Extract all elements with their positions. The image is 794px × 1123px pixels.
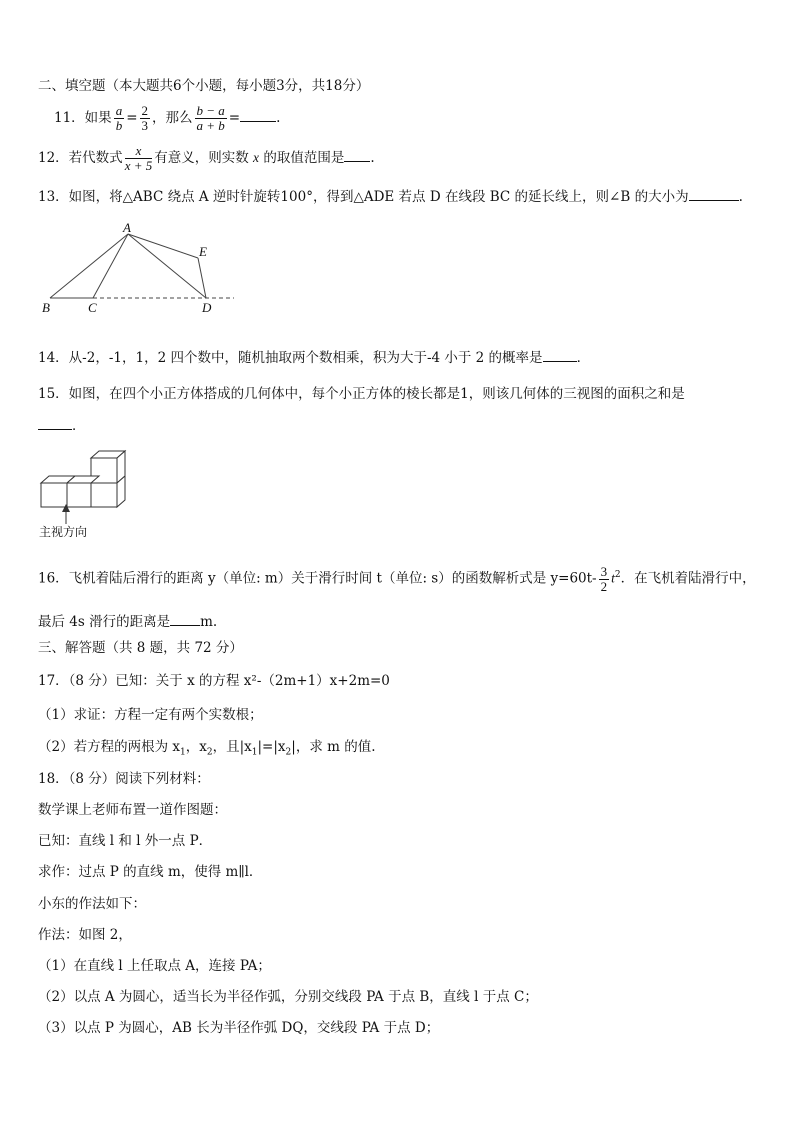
question-15-answer: ． (38, 417, 86, 434)
answer-blank[interactable] (240, 109, 276, 122)
point-label-b: B (42, 300, 50, 315)
point-label-c: C (88, 300, 97, 315)
fraction-2-over-3: $\frac{2}{3}$ (141, 103, 148, 133)
point-label-e: E (199, 244, 207, 259)
question-18-line-1: 数学课上老师布置一道作图题： (38, 802, 227, 818)
question-18-line-2: 已知：直线 l 和 l 外一点 P． (38, 833, 213, 849)
question-14: 14．从-2，-1，1，2 四个数中，随机抽取两个数相乘，积为大于-4 小于 2 的概率是 ． (38, 350, 591, 366)
point-label-d: D (202, 300, 212, 315)
answer-blank[interactable] (38, 417, 72, 430)
fraction-a-over-b: $\frac{a}{b}$ (115, 103, 123, 133)
question-16-line-1: 16．飞机着陆后滑行的距离 y（单位: m）关于滑行时间 t（单位: s）的函数解析式是 y=60t- $\frac{3}{2}$ $t^2$．在飞机着陆滑行中， (38, 563, 756, 594)
question-18-step-1: （1）在直线 l 上任取点 A，连接 PA； (38, 958, 271, 974)
question-18-step-3: （3）以点 P 为圆心，AB 长为半径作弧 DQ，交线段 PA 于点 D； (38, 1020, 440, 1036)
question-17-part-1: （1）求证：方程一定有两个实数根； (38, 707, 263, 723)
section-title-fill-in: 二、填空题（本大题共6个小题，每小题3分，共18分） (38, 78, 370, 94)
question-16-line-2: 最后 4s 滑行的距离是 m. (38, 614, 218, 630)
question-15: 15．如图，在四个小正方体搭成的几何体中，每个小正方体的棱长都是1，则该几何体的三视图的面积之和是 (38, 386, 685, 402)
answer-blank[interactable] (344, 149, 370, 162)
question-18-line-3: 求作：过点 P 的直线 m，使得 m∥l． (38, 864, 263, 880)
view-direction-caption: 主视方向 (39, 525, 88, 539)
fraction-3-over-2: $\frac{3}{2}$ (600, 563, 608, 594)
cube-solid-figure (36, 448, 136, 542)
question-18-line-5: 作法：如图 2， (38, 927, 132, 943)
fraction-x-over-x-plus-5: $\frac{x}{x + 5}$ (124, 143, 153, 173)
question-18: 18．（8 分）阅读下列材料： (38, 771, 210, 787)
answer-blank[interactable] (689, 188, 739, 201)
question-18-line-4: 小东的作法如下： (38, 896, 146, 912)
question-17-part-2: （2）若方程的两根为 $x_1$，$x_2$，且$|x_1|=|x_2|$，求 m 的值. (38, 739, 376, 758)
fraction-b-minus-a-over-a-plus-b: $\frac{b - a}{a + b}$ (196, 103, 225, 133)
question-11: 11．如果 $\frac{a}{b}$ = $\frac{2}{3}$ ，那么 $\frac{b - a}{a + b}$ = . (54, 103, 281, 133)
answer-blank[interactable] (170, 613, 200, 626)
question-12: 12．若代数式 $\frac{x}{x + 5}$ 有意义，则实数 x 的取值范围是 . (38, 143, 375, 173)
question-18-step-2: （2）以点 A 为圆心，适当长为半径作弧，分别交线段 PA 于点 B，直线 l 于点 C； (38, 989, 538, 1005)
section-title-solutions: 三、解答题（共 8 题，共 72 分） (38, 640, 243, 656)
triangle-rotation-figure (36, 222, 246, 318)
question-13: 13．如图，将△ABC 绕点 A 逆时针旋转100°，得到△ADE 若点 D 在线段 BC 的延长线上，则∠B 的大小为 . (38, 189, 743, 205)
point-label-a: A (123, 222, 131, 235)
answer-blank[interactable] (543, 349, 577, 362)
question-17: 17．（8 分）已知：关于 x 的方程 x²-（2m+1）x+2m=0 (38, 673, 390, 689)
